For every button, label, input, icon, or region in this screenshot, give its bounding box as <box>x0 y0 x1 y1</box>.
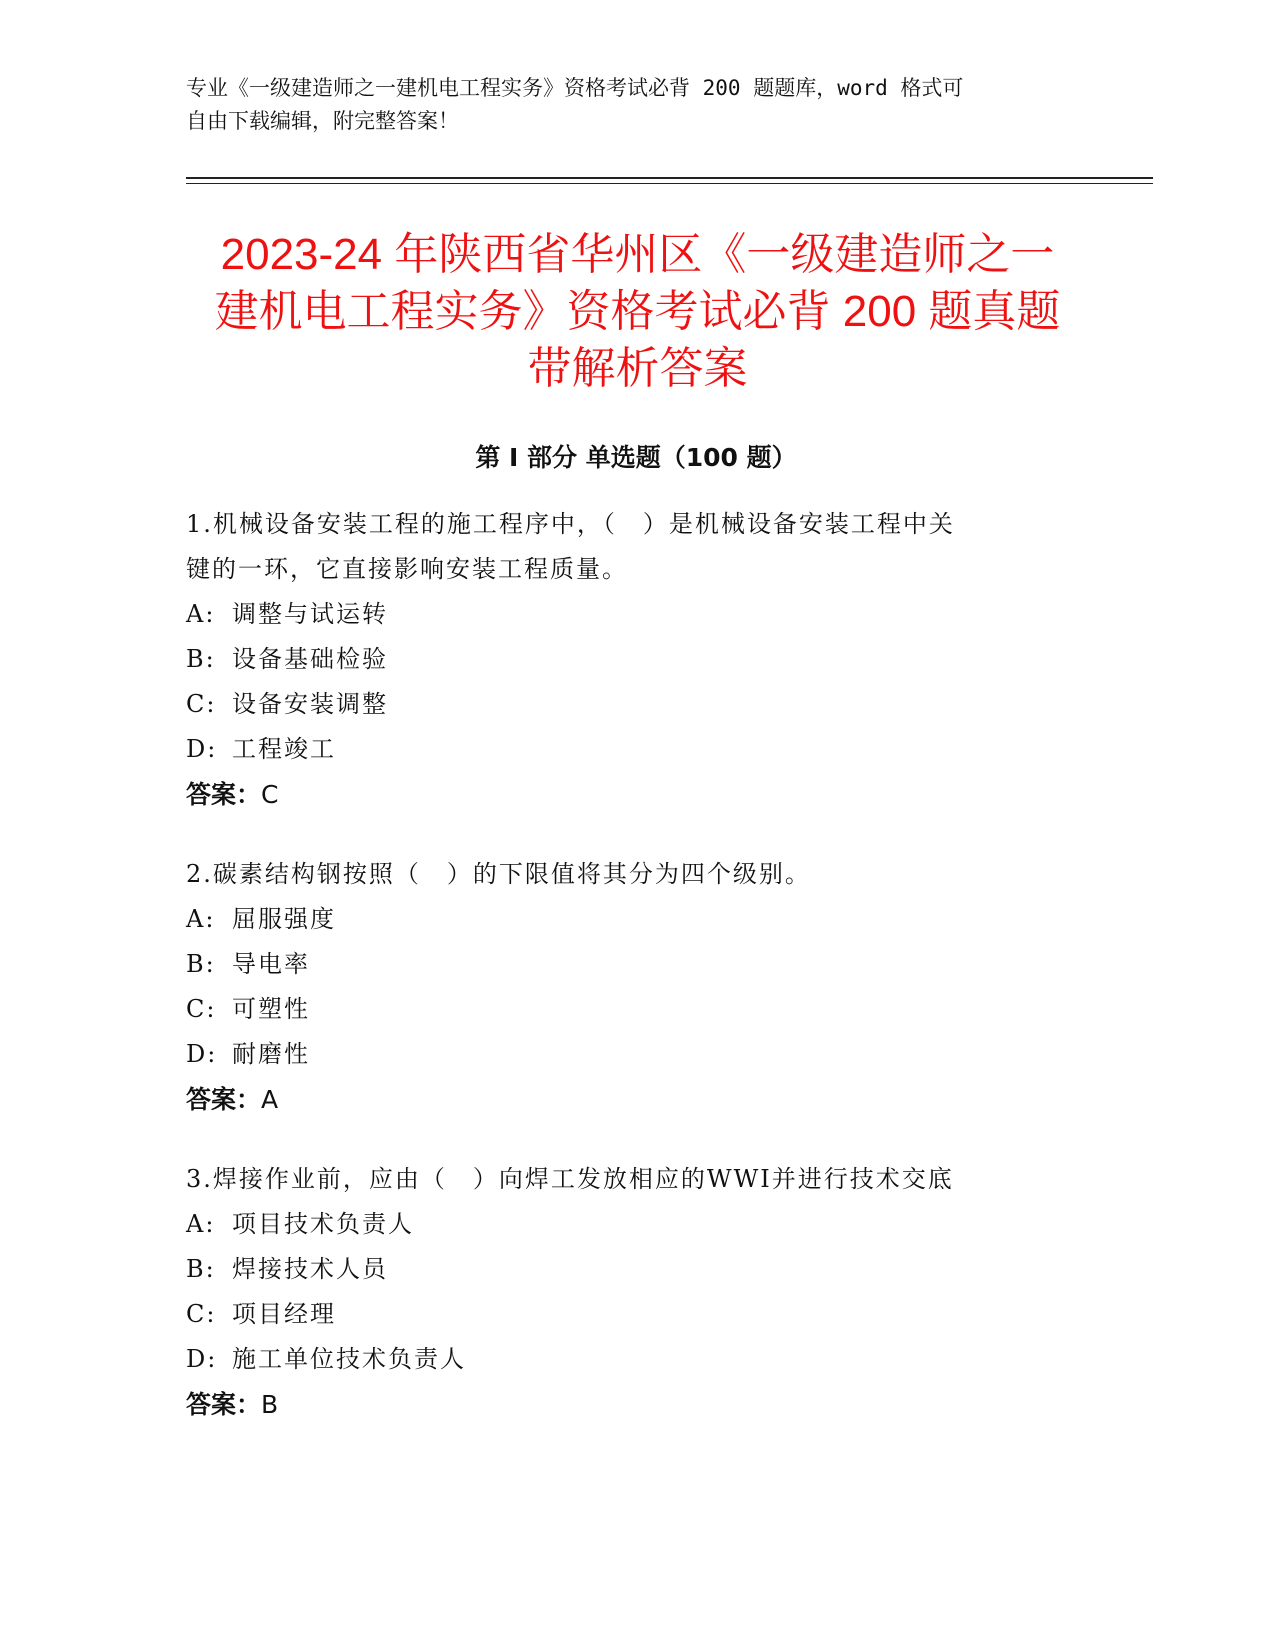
option-text: 可塑性 <box>232 995 310 1023</box>
option-letter: B: <box>186 950 216 978</box>
option-text: 屈服强度 <box>232 905 336 933</box>
option-a <box>186 897 1086 942</box>
question-stem-line: 3.焊接作业前，应由（ ）向焊工发放相应的WWI并进行技术交底 <box>186 1165 954 1193</box>
answer-line <box>186 1382 1086 1427</box>
option-text: 导电率 <box>232 950 310 978</box>
option-letter: C: <box>186 1300 217 1328</box>
question-block <box>186 1157 1086 1427</box>
option-c <box>186 987 1086 1032</box>
answer-value: B <box>261 1390 279 1419</box>
option-text: 设备安装调整 <box>232 690 388 718</box>
answer-label: 答案： <box>186 1390 262 1419</box>
option-letter: A: <box>186 600 216 628</box>
section-title: 第 I 部分 单选题（100 题） <box>475 443 797 472</box>
answer-line <box>186 772 1086 817</box>
question-stem-line: 2.碳素结构钢按照（ ）的下限值将其分为四个级别。 <box>186 860 811 888</box>
option-letter: C: <box>186 690 217 718</box>
option-b <box>186 942 1086 987</box>
option-text: 耐磨性 <box>232 1040 310 1068</box>
option-d <box>186 1337 1086 1382</box>
header-note-line: 自由下载编辑，附完整答案！ <box>186 109 459 133</box>
option-text: 项目经理 <box>232 1300 336 1328</box>
question-stem-line: 键的一环，它直接影响安装工程质量。 <box>186 555 628 583</box>
option-text: 调整与试运转 <box>232 600 388 628</box>
option-text: 焊接技术人员 <box>232 1255 388 1283</box>
option-a <box>186 1202 1086 1247</box>
header-divider-thin <box>186 183 1153 184</box>
document-title <box>160 226 1115 397</box>
option-b <box>186 637 1086 682</box>
option-c <box>186 1292 1086 1337</box>
question-block <box>186 852 1086 1122</box>
option-a <box>186 592 1086 637</box>
option-letter: C: <box>186 995 217 1023</box>
answer-label: 答案： <box>186 780 262 809</box>
option-text: 项目技术负责人 <box>232 1210 414 1238</box>
title-line: 2023-24 年陕西省华州区《一级建造师之一 <box>220 230 1055 279</box>
option-letter: A: <box>186 905 216 933</box>
option-d <box>186 1032 1086 1077</box>
option-letter: B: <box>186 1255 216 1283</box>
option-letter: D: <box>186 1040 218 1068</box>
answer-label: 答案： <box>186 1085 262 1114</box>
option-text: 工程竣工 <box>232 735 336 763</box>
option-d <box>186 727 1086 772</box>
question-block <box>186 502 1086 817</box>
option-c <box>186 682 1086 727</box>
header-note-line: 专业《一级建造师之一建机电工程实务》资格考试必背 200 题题库，word 格式可 <box>186 76 964 100</box>
answer-value: C <box>261 780 279 809</box>
answer-line <box>186 1077 1086 1122</box>
option-letter: D: <box>186 735 218 763</box>
option-text: 设备基础检验 <box>232 645 388 673</box>
header-note <box>186 72 1076 138</box>
option-b <box>186 1247 1086 1292</box>
option-text: 施工单位技术负责人 <box>232 1345 466 1373</box>
question-stem-line: 1.机械设备安装工程的施工程序中，（ ）是机械设备安装工程中关 <box>186 510 955 538</box>
answer-value: A <box>261 1085 279 1114</box>
option-letter: B: <box>186 645 216 673</box>
title-line: 带解析答案 <box>527 344 748 393</box>
option-letter: D: <box>186 1345 218 1373</box>
header-divider-thick <box>186 177 1153 179</box>
option-letter: A: <box>186 1210 216 1238</box>
title-line: 建机电工程实务》资格考试必背 200 题真题 <box>214 287 1061 336</box>
